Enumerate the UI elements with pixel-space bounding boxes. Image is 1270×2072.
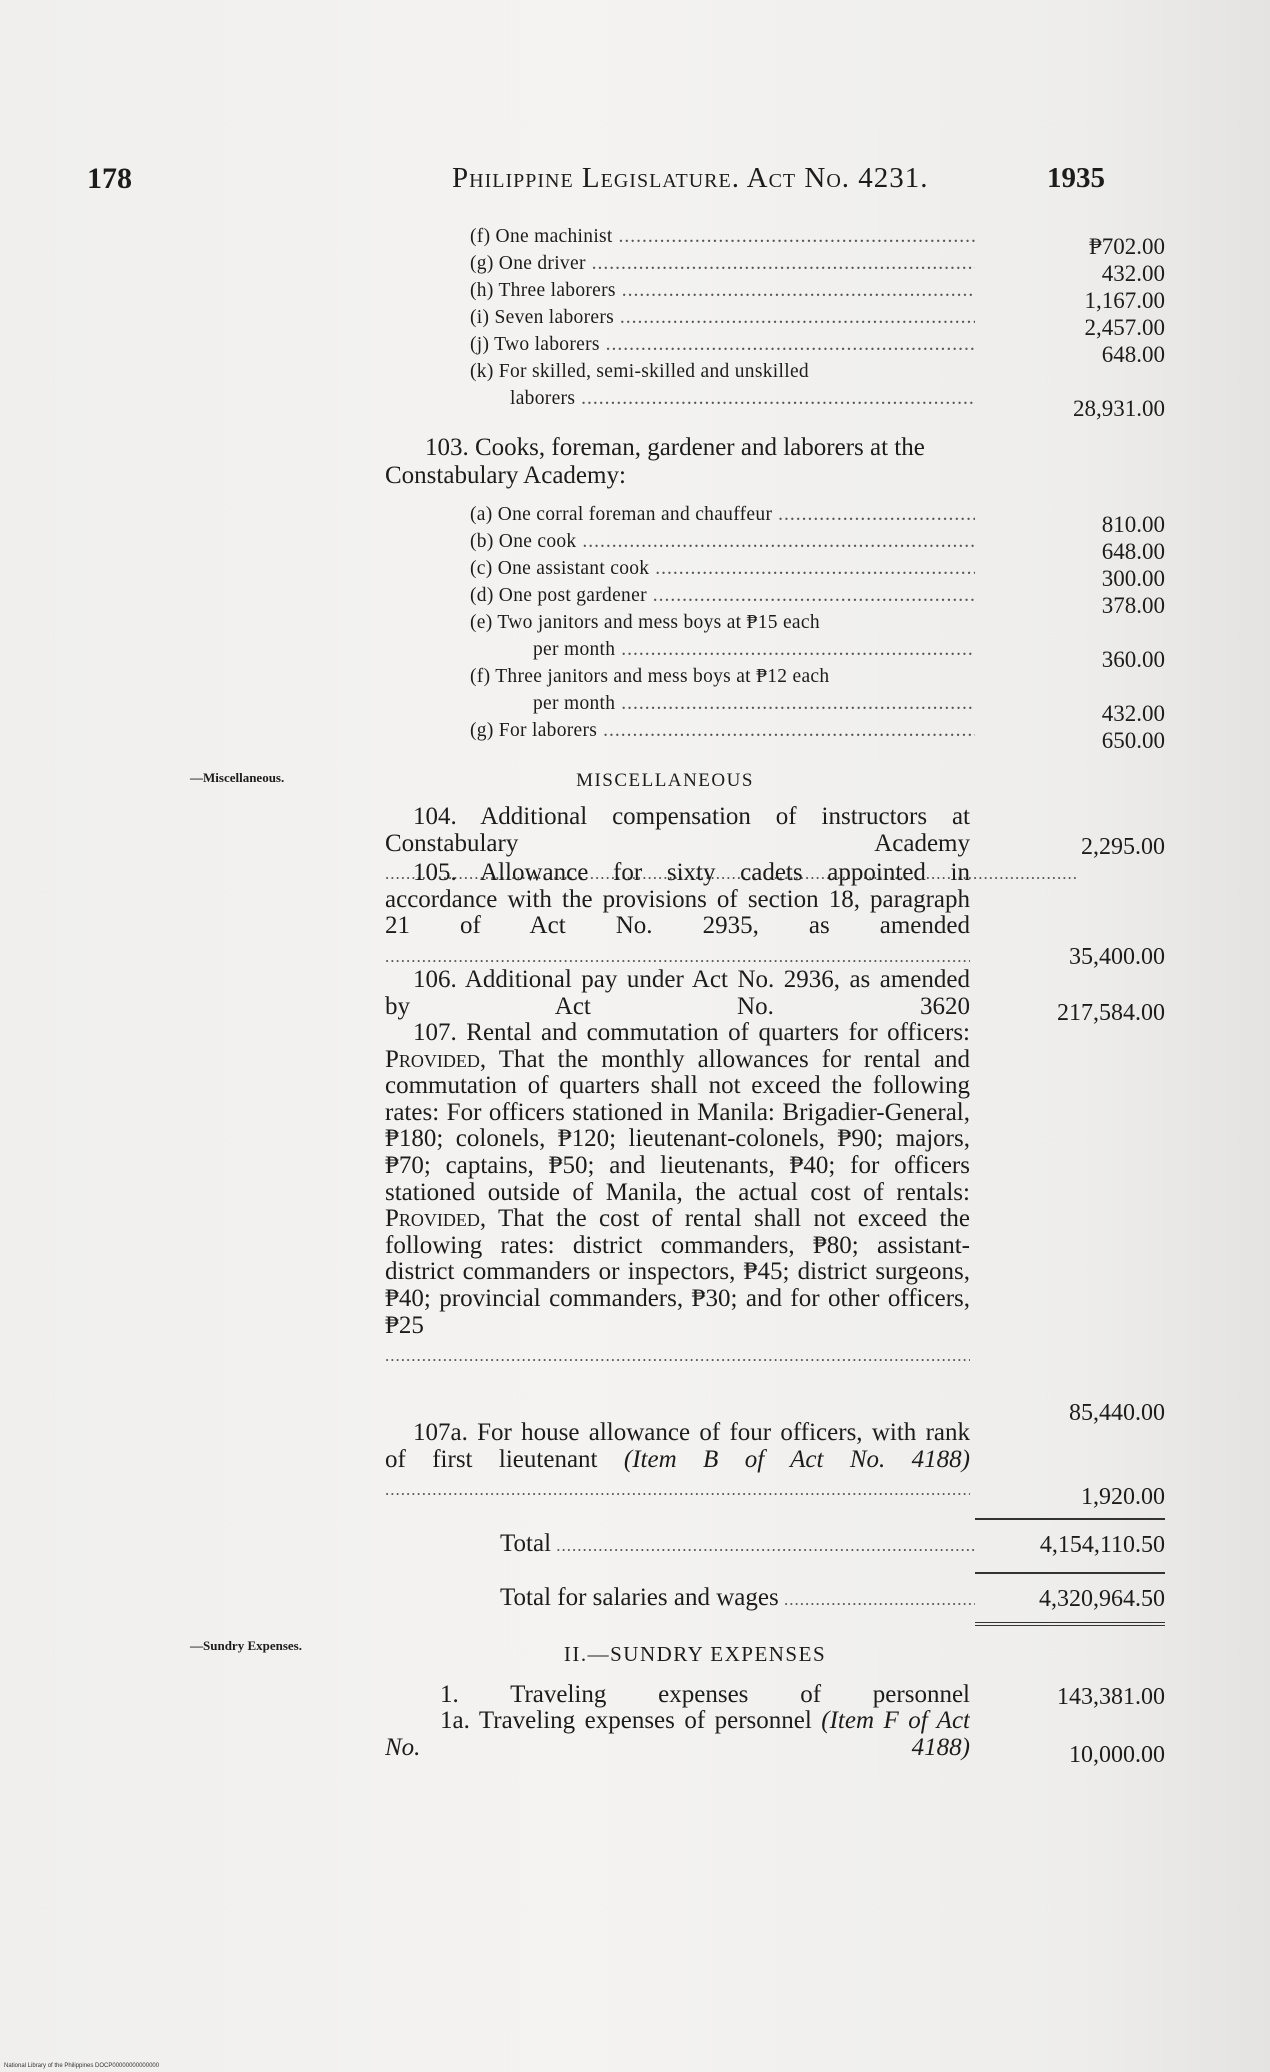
amount-105: 35,400.00	[1069, 944, 1165, 970]
totals-block	[385, 1518, 1165, 1628]
sundry-item-1a: 1a. Traveling expenses of personnel (Item F of Act No. 4188)	[385, 1708, 970, 1761]
section-103-heading: 103. Cooks, foreman, gardener and laborers at the Constabulary Academy:	[385, 434, 925, 489]
line-item: (i) Seven laborers ..... 2,457.00	[385, 307, 1165, 334]
miscellaneous-paragraphs	[385, 804, 1165, 1524]
margin-note-sundry: —Sundry Expenses.	[190, 1638, 302, 1653]
line-item: (g) One driver ..... 432.00	[385, 253, 1165, 280]
paragraph-107a: 107a. For house allowance of four officers, with rank of first lieutenant (Item B of Act No. 4188) .....	[385, 1420, 970, 1500]
running-title: Philippine Legislature. Act No. 4231.	[452, 162, 929, 194]
miscellaneous-heading: MISCELLANEOUS	[576, 770, 754, 791]
line-item: per month ..... 360.00	[385, 639, 1165, 666]
margin-note-miscellaneous: —Miscellaneous.	[190, 770, 285, 785]
amount-107: 85,440.00	[1069, 1400, 1165, 1426]
line-item: (j) Two laborers ..... 648.00	[385, 334, 1165, 361]
line-item: (f) One machinist ..... ₱702.00	[385, 226, 1165, 253]
sundry-item-1: 1. Traveling expenses of personnel	[440, 1682, 970, 1708]
paragraph-106: 106. Additional pay under Act No. 2936, as amended by Act No. 3620	[385, 967, 970, 1020]
rule-line	[975, 1518, 1165, 1520]
amount-104: 2,295.00	[1081, 834, 1165, 860]
paragraph-107: 107. Rental and commutation of quarters for officers: Provided, That the monthly allowances for rental and commutation of quarters shall not exceed the following rates: For officers stationed in Manila: Brigadier-General, ₱180; colonels, ₱120; lieutenant-colonels, ₱90; majors, ₱70; captains, ₱50; and lieutenants, ₱40; for officers stationed outside of Manila, the actual cost of rentals: Provided, That the cost of rental shall not exceed the following rates: district commanders, ₱80; assistant-district commanders or inspectors, ₱45; district surgeons, ₱40; provincial commanders, ₱30; and for other officers, ₱25 .....	[385, 1020, 970, 1419]
double-rule-line	[975, 1622, 1165, 1626]
sundry-amount-1: 143,381.00	[1057, 1684, 1165, 1710]
line-item: (a) One corral foreman and chauffeur ..... 810.00	[385, 504, 1165, 531]
line-item: (c) One assistant cook ..... 300.00	[385, 558, 1165, 585]
total-salaries-amount: 4,320,964.50	[1039, 1586, 1165, 1612]
paragraph-104: 104. Additional compensation of instructors at Constabulary Academy .....	[385, 804, 970, 888]
amount-106: 217,584.00	[1057, 1000, 1165, 1026]
line-item: (d) One post gardener ..... 378.00	[385, 585, 1165, 612]
line-item: laborers ..... 28,931.00	[385, 388, 1165, 415]
page-number: 178	[87, 162, 132, 195]
header-year: 1935	[1047, 162, 1105, 194]
sundry-section	[385, 1642, 1165, 1772]
amount-107a: 1,920.00	[1081, 1484, 1165, 1510]
paragraph-105: 105. Allowance for sixty cadets appointed in accordance with the provisions of section 18, paragraph 21 of Act No. 2935, as amended .....	[385, 860, 970, 966]
items-block-b	[385, 504, 1165, 753]
scan-footer: National Library of the Philippines DOCP00000000000000	[4, 2063, 160, 2069]
line-item: (f) Three janitors and mess boys at ₱12 each	[470, 666, 830, 687]
line-item: (b) One cook ..... 648.00	[385, 531, 1165, 558]
total-amount: 4,154,110.50	[1039, 1532, 1165, 1558]
sundry-heading: II.—SUNDRY EXPENSES	[563, 1642, 827, 1666]
line-item: (k) For skilled, semi-skilled and unskilled	[470, 361, 809, 382]
sundry-amount-1a: 10,000.00	[1069, 1742, 1165, 1768]
total-label: Total .....	[500, 1530, 975, 1558]
items-block-a	[385, 226, 1165, 421]
line-item: per month ..... 432.00	[385, 693, 1165, 720]
total-salaries-label: Total for salaries and wages .....	[500, 1584, 975, 1612]
page-header	[87, 162, 1187, 202]
line-item: (g) For laborers ..... 650.00	[385, 720, 1165, 747]
line-item: (h) Three laborers ..... 1,167.00	[385, 280, 1165, 307]
rule-line	[975, 1572, 1165, 1574]
line-item: (e) Two janitors and mess boys at ₱15 each	[470, 612, 820, 633]
